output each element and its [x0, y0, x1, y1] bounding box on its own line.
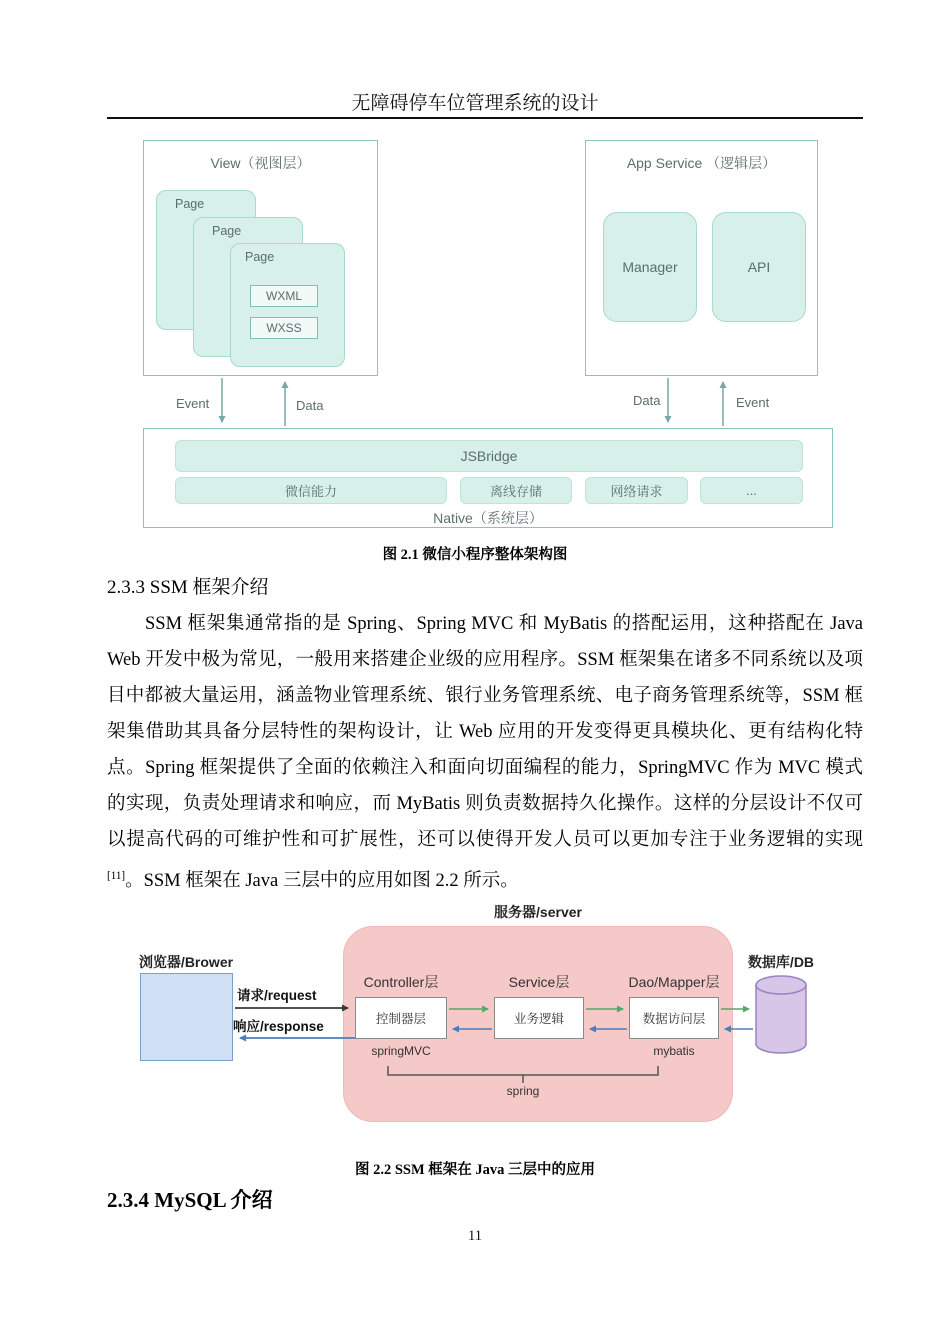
- response-label: 响应/response: [233, 1019, 324, 1034]
- figure2-caption: 图 2.2 SSM 框架在 Java 三层中的应用: [354, 1162, 596, 1178]
- body-paragraph: [107, 606, 863, 899]
- wechat-capability-box: 微信能力: [175, 477, 447, 504]
- data-right-label: Data: [633, 393, 661, 408]
- header-rule: [107, 117, 863, 119]
- spring-brace: [388, 1066, 658, 1083]
- springmvc-label: springMVC: [371, 1044, 431, 1058]
- database-cylinder-icon: [756, 976, 806, 1053]
- paragraph-text: SSM 框架集通常指的是 Spring、Spring MVC 和 MyBatis 的搭配运用，这种搭配在 Java Web 开发中极为常见，一般用来搭建企业级的应用程序。SSM 框架集在诸多不同系统以及项目中都被大量运用，涵盖物业管理系统、银行业务管理系统、电子商务管理系统等，SSM 框架集借助其具备分层特性的架构设计，让 Web 应用的开发变得更具模块化、更有结构化特点。Spring 框架提供了全面的依赖注入和面向切面编程的能力，SpringMVC 作为 MVC 模式的实现，负责处理请求和响应，而 MyBatis 则负责数据持久化操作。这样的分层设计不仅可以提高代码的可维护性和可扩展性，还可以使得开发人员可以更加专注于业务逻辑的实现: [107, 614, 863, 850]
- browser-label: 浏览器/Brower: [138, 954, 234, 970]
- api-box: API: [712, 212, 806, 322]
- jsbridge-bar: JSBridge: [175, 440, 803, 472]
- request-label: 请求/request: [237, 988, 317, 1003]
- service-box: 业务逻辑: [494, 997, 584, 1039]
- paragraph-text-after: 。SSM 框架在 Java 三层中的应用如图 2.2 所示。: [125, 871, 519, 892]
- page-number: 11: [468, 1228, 482, 1244]
- wechat-miniprogram-architecture-diagram: [0, 140, 950, 540]
- network-request-box: 网络请求: [585, 477, 688, 504]
- section-heading-234: 2.3.4 MySQL 介绍: [107, 1188, 273, 1212]
- wxss-box: WXSS: [250, 317, 318, 339]
- mybatis-label: mybatis: [653, 1044, 695, 1058]
- controller-layer-header: Controller层: [363, 974, 439, 990]
- dao-box: 数据访问层: [629, 997, 719, 1039]
- view-layer-label: View（视图层）: [210, 155, 311, 171]
- page-card-label: Page: [212, 224, 242, 238]
- page-card-label: Page: [175, 197, 205, 211]
- figure1-caption: 图 2.1 微信小程序整体架构图: [382, 547, 568, 563]
- citation-ref: [11]: [107, 870, 126, 882]
- page-card-label: Page: [245, 250, 275, 264]
- controller-box: 控制器层: [355, 997, 447, 1039]
- event-right-label: Event: [736, 395, 770, 410]
- spring-label: spring: [506, 1084, 540, 1098]
- data-left-label: Data: [296, 398, 324, 413]
- server-label: 服务器/server: [494, 904, 582, 920]
- page-title: 无障碍停车位管理系统的设计: [351, 93, 599, 114]
- wxml-box: WXML: [250, 285, 318, 307]
- service-layer-header: Service层: [508, 974, 570, 990]
- app-service-label: App Service （逻辑层）: [626, 155, 777, 171]
- figure2-arrows: [0, 896, 950, 1146]
- offline-storage-box: 离线存储: [460, 477, 572, 504]
- section-heading-233: 2.3.3 SSM 框架介绍: [107, 577, 269, 598]
- dao-mapper-layer-header: Dao/Mapper层: [628, 974, 720, 990]
- more-capability-box: ...: [700, 477, 803, 504]
- native-layer-label: Native（系统层）: [433, 510, 543, 526]
- database-label: 数据库/DB: [747, 954, 815, 970]
- ssm-framework-diagram: [0, 896, 950, 1146]
- event-left-label: Event: [176, 396, 210, 411]
- manager-box: Manager: [603, 212, 697, 322]
- figure1-connector-arrows: [0, 376, 950, 428]
